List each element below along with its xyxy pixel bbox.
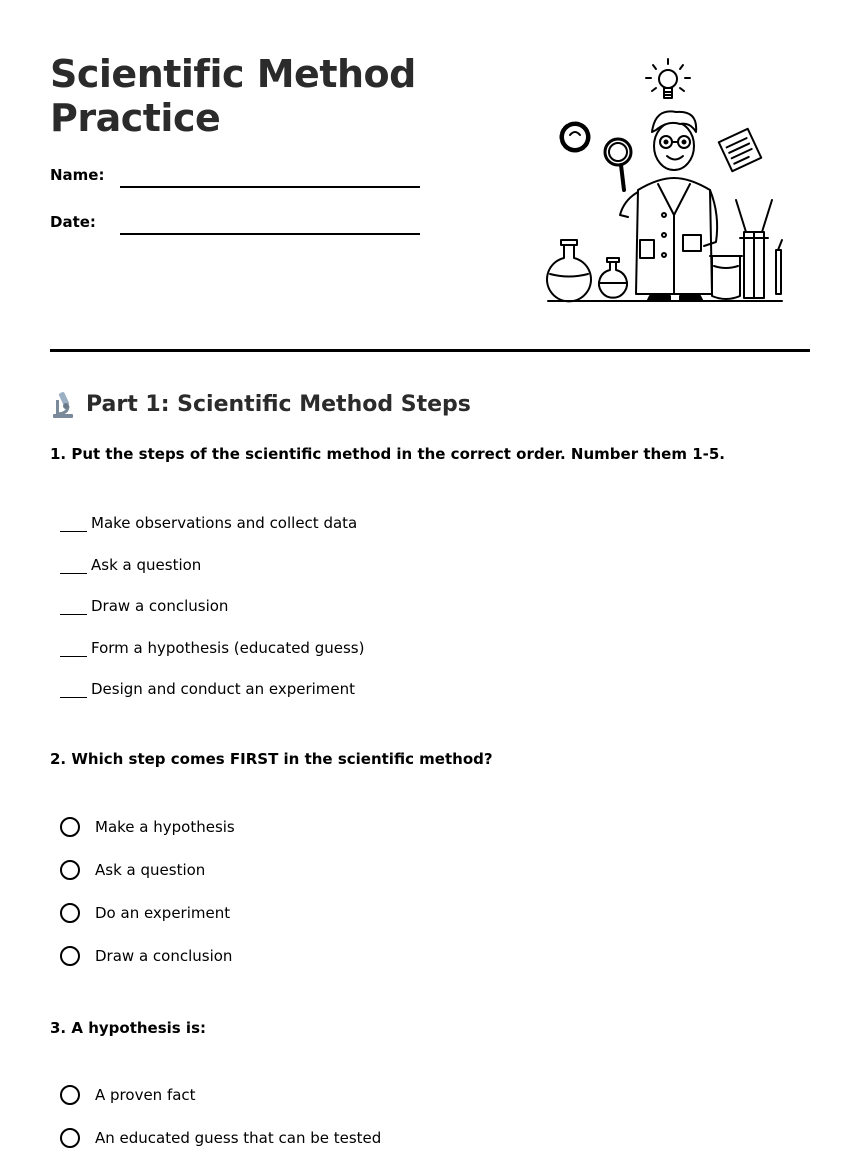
radio-button[interactable] (60, 817, 80, 837)
order-item (60, 676, 355, 698)
answer-option[interactable] (60, 815, 235, 839)
test-tube-rack-icon (736, 200, 782, 298)
option-label: Draw a conclusion (95, 947, 233, 965)
order-item-text: Design and conduct an experiment (91, 680, 356, 698)
name-label: Name: (50, 166, 105, 184)
order-blank[interactable] (60, 515, 87, 532)
radio-button[interactable] (60, 860, 80, 880)
order-item (60, 510, 357, 532)
scientist-illustration (540, 50, 790, 310)
radio-button[interactable] (60, 903, 80, 923)
order-blank[interactable] (60, 598, 87, 615)
date-line[interactable] (120, 233, 420, 235)
answer-option[interactable] (60, 901, 230, 925)
option-label: An educated guess that can be tested (95, 1129, 382, 1147)
order-item (60, 635, 364, 657)
order-blank[interactable] (60, 557, 87, 574)
radio-button[interactable] (60, 946, 80, 966)
part1-heading (50, 388, 471, 420)
part1-title: Part 1: Scientific Method Steps (86, 391, 471, 417)
lightbulb-icon (646, 59, 690, 98)
question-1-prompt: 1. Put the steps of the scientific method in the correct order. Number them 1-5. (50, 445, 725, 463)
order-item (60, 593, 228, 615)
order-item-text: Draw a conclusion (91, 597, 229, 615)
notepad-icon (719, 129, 762, 172)
gear-icon (561, 123, 589, 151)
radio-button[interactable] (60, 1085, 80, 1105)
order-item (60, 552, 201, 574)
magnifying-glass-icon (605, 139, 631, 190)
order-item-text: Form a hypothesis (educated guess) (91, 639, 365, 657)
microscope-icon (50, 389, 76, 419)
section-divider (50, 349, 810, 352)
title-line-1: Scientific Method (50, 52, 416, 96)
name-field (50, 165, 420, 189)
option-label: Do an experiment (95, 904, 231, 922)
radio-button[interactable] (60, 1128, 80, 1148)
option-label: Make a hypothesis (95, 818, 235, 836)
answer-option[interactable] (60, 1083, 196, 1107)
date-label: Date: (50, 213, 96, 231)
answer-option[interactable] (60, 858, 205, 882)
page-title (50, 52, 416, 140)
scientist-figure (620, 111, 717, 300)
question-2-prompt: 2. Which step comes FIRST in the scientific method? (50, 750, 493, 768)
name-line[interactable] (120, 186, 420, 188)
answer-option[interactable] (60, 1126, 381, 1150)
round-flask-icon (547, 240, 591, 301)
order-item-text: Ask a question (91, 556, 202, 574)
answer-option[interactable] (60, 944, 232, 968)
beaker-icon (710, 256, 742, 299)
title-line-2: Practice (50, 96, 221, 140)
order-blank[interactable] (60, 681, 87, 698)
order-item-text: Make observations and collect data (91, 514, 358, 532)
date-field (50, 212, 420, 236)
question-3-prompt: 3. A hypothesis is: (50, 1019, 206, 1037)
option-label: Ask a question (95, 861, 206, 879)
small-flask-icon (599, 258, 627, 298)
order-blank[interactable] (60, 640, 87, 657)
option-label: A proven fact (95, 1086, 196, 1104)
